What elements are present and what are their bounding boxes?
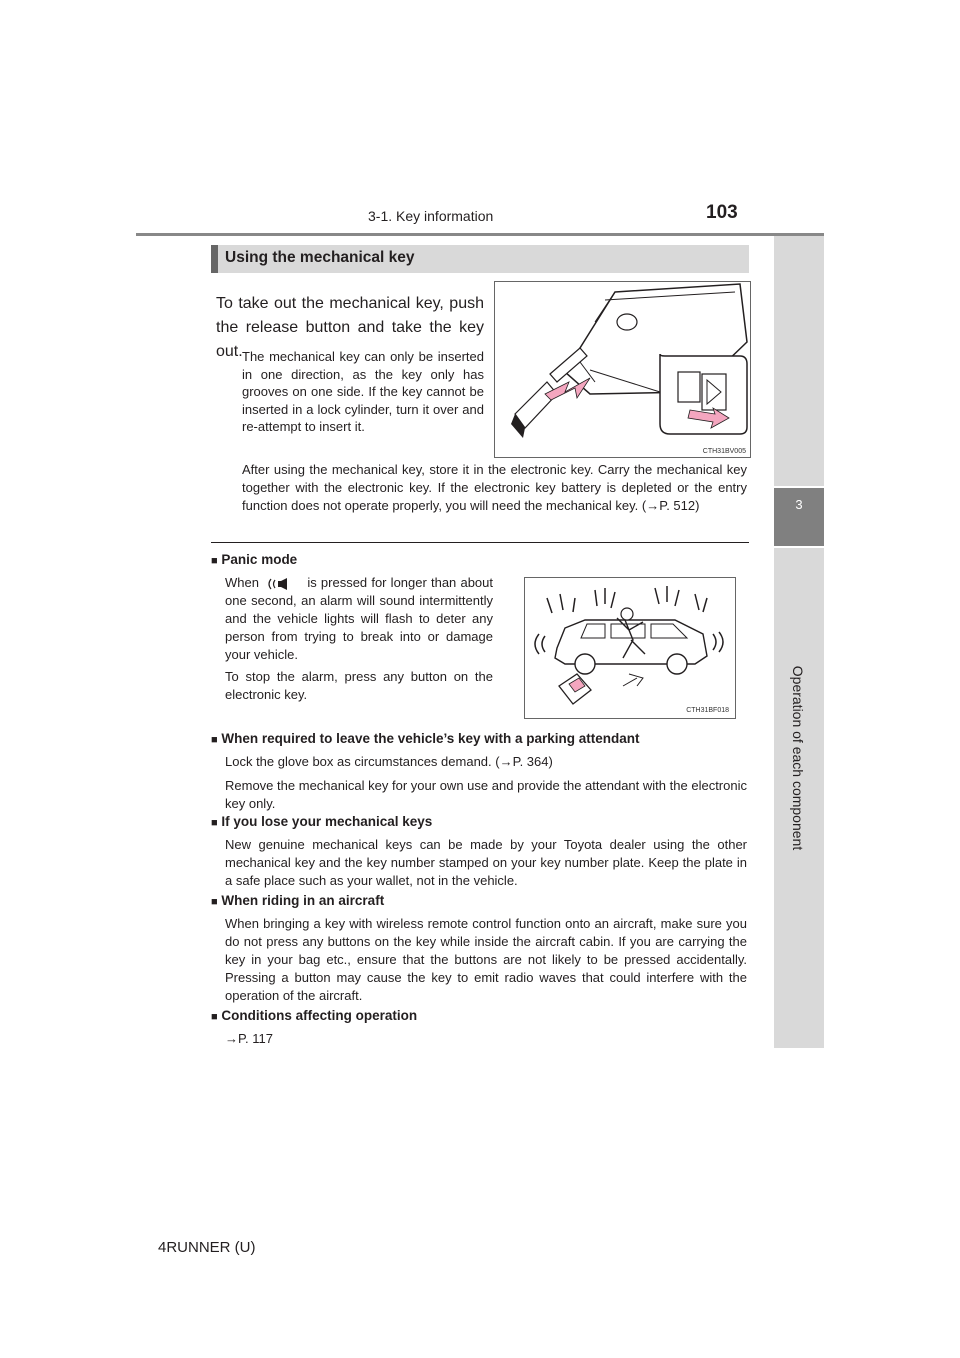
- conditions-heading: ■ Conditions affecting operation: [211, 1008, 418, 1023]
- header-section-title: 3-1. Key information: [368, 208, 494, 224]
- page-number: 103: [706, 202, 738, 223]
- conditions-page-ref: →P. 117: [225, 1031, 273, 1046]
- figure-mechanical-key: [494, 281, 751, 458]
- header-rule: [136, 233, 824, 236]
- bullet-square: ■: [211, 734, 218, 746]
- note-store-mechanical-key: After using the mechanical key, store it in the electronic key. Carry the mechanical key together with the electronic key. If the electronic key battery is depleted or the entry function does not operate properly, you will need the mechanical key. (→P. 512): [242, 462, 747, 513]
- chapter-title: Operation of each component: [790, 665, 806, 851]
- figure2-code: CTH31BF018: [686, 707, 729, 714]
- parking-attendant-heading: ■ When required to leave the vehicle’s key with a parking attendant: [211, 731, 640, 746]
- panic-mode-heading: ■ Panic mode: [211, 552, 298, 567]
- panic-illustration: [525, 578, 735, 718]
- bullet-square: ■: [211, 1011, 218, 1023]
- bullet-square: ■: [211, 555, 218, 567]
- figure1-code: CTH31BV005: [702, 448, 746, 455]
- key-illustration: [495, 282, 750, 457]
- aircraft-text: When bringing a key with wireless remote control function onto an aircraft, make sure you do not press any buttons on the key while inside the aircraft cabin. If you are carrying the key in your bag etc., ensure that the buttons are not likely to be pressed accidentally. Pressing a button may cause the key to emit radio waves that could interfere with the operation of the aircraft.: [225, 916, 747, 1003]
- section-title: Using the mechanical key: [225, 249, 415, 266]
- panic-button-icon: [263, 577, 303, 591]
- footer-model: 4RUNNER (U): [158, 1239, 256, 1256]
- parking-attendant-text-1: Lock the glove box as circumstances demand. (→P. 364): [225, 754, 553, 769]
- bullet-square: ■: [211, 817, 218, 829]
- chapter-number: 3: [795, 497, 803, 512]
- chapter-title-vertical: [783, 665, 813, 851]
- bullet-square: ■: [211, 896, 218, 908]
- figure-panic-alarm: [524, 577, 736, 719]
- panic-mode-text: When is pressed for longer than about one second, an alarm will sound intermittently and the vehicle lights will flash to deter any person from trying to break into or damage your vehicle.: [225, 575, 493, 662]
- note-mechanical-key-direction: The mechanical key can only be inserted in one direction, as the key only has grooves on one side. If the key cannot be inserted in a lock cylinder, turn it over and re-attempt to insert it.: [242, 349, 484, 434]
- separator-rule: [211, 542, 749, 543]
- intro-text: To take out the mechanical key, push the release button and take the key out.: [216, 295, 484, 360]
- chapter-tab-top: [774, 236, 824, 486]
- lost-keys-text: New genuine mechanical keys can be made by your Toyota dealer using the other mechanical key and the key number stamped on your key number plate. Keep the plate in a safe place such as your wallet, not in the vehicle.: [225, 837, 747, 888]
- lost-keys-heading: ■ If you lose your mechanical keys: [211, 814, 433, 829]
- aircraft-heading: ■ When riding in an aircraft: [211, 893, 385, 908]
- panic-stop-text: To stop the alarm, press any button on the electronic key.: [225, 669, 493, 702]
- section-heading-accent: [211, 245, 218, 273]
- parking-attendant-text-2: Remove the mechanical key for your own use and provide the attendant with the electronic key only.: [225, 778, 747, 811]
